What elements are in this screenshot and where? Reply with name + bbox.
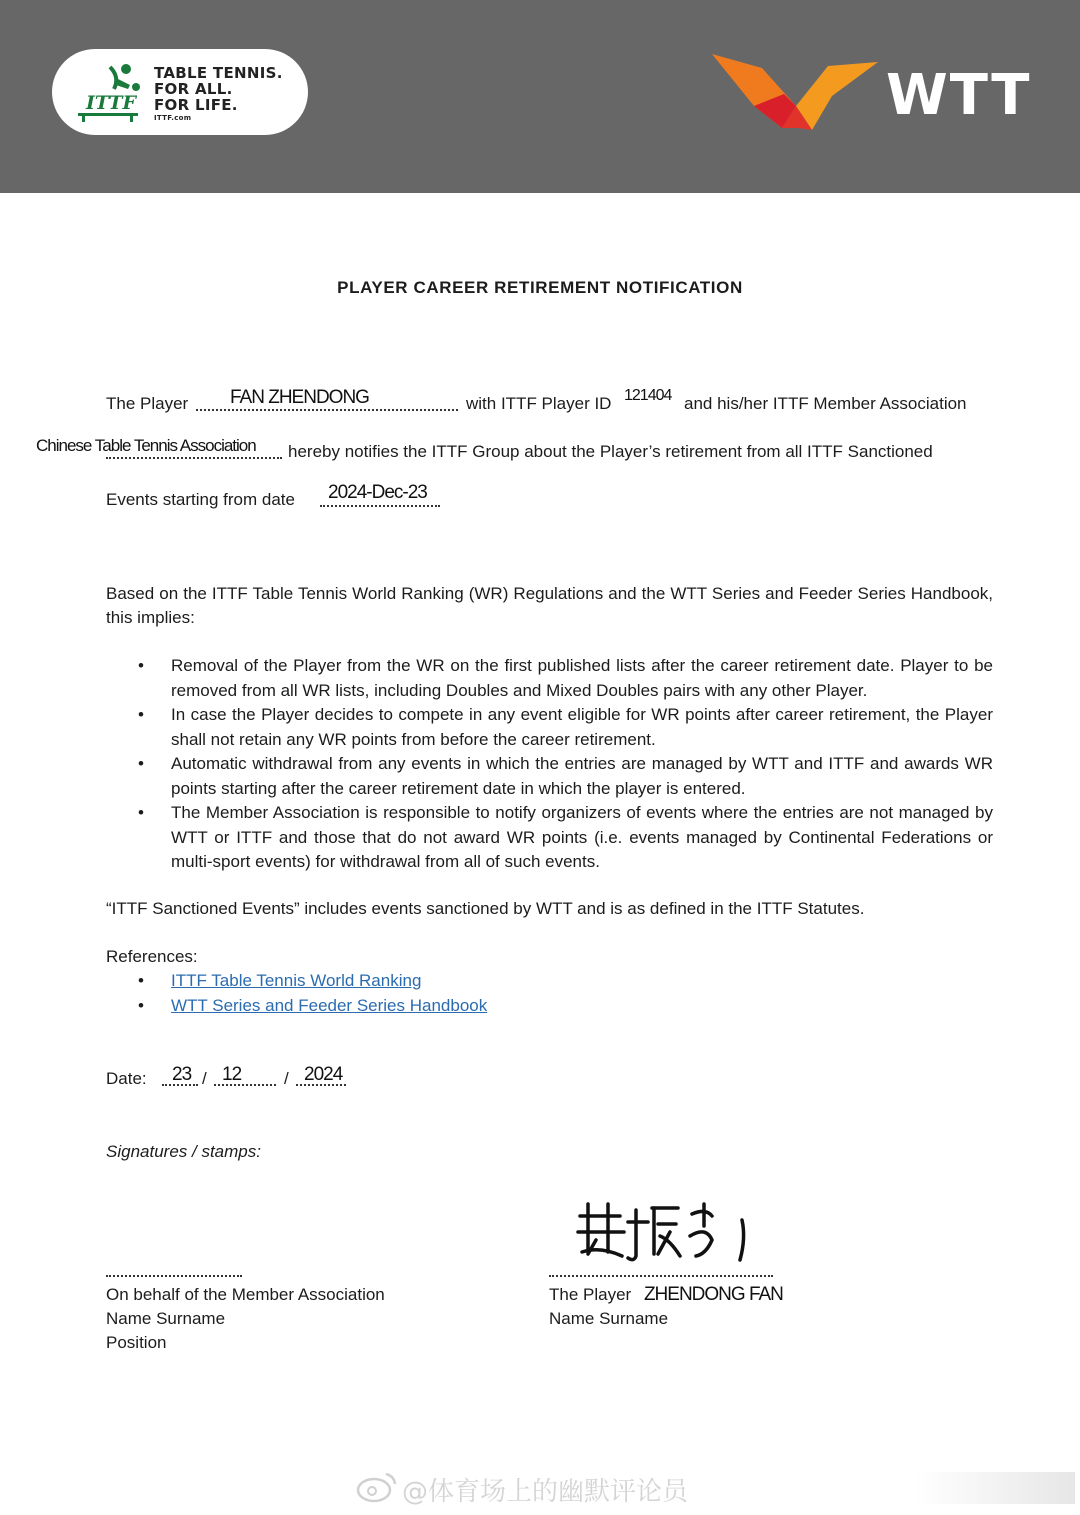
document-title: PLAYER CAREER RETIREMENT NOTIFICATION: [337, 278, 743, 297]
events-from-label: Events starting from date: [106, 490, 295, 509]
list-item: • Removal of the Player from the WR on the first published lists after the career retirement date. Player to be removed from all WR lists, including Doubles and Mixed Doubles pairs with any other Player.: [106, 654, 993, 703]
date-separator: /: [284, 1069, 289, 1088]
ittf-tagline: TABLE TENNIS. FOR ALL. FOR LIFE. ITTF.com: [154, 64, 283, 122]
signatures-label: Signatures / stamps:: [106, 1142, 261, 1161]
player-name-value: FAN ZHENDONG: [230, 387, 369, 408]
date-year-value: 2024: [304, 1064, 343, 1085]
association-signature-block: On behalf of the Member Association Name Surname Position: [106, 1285, 385, 1352]
player-signature-block: The Player ZHENDONG FAN Name Surname: [549, 1284, 783, 1328]
references-label: References:: [106, 947, 198, 966]
list-item: • Automatic withdrawal from any events in which the entries are managed by WTT and ITTF and awards WR points starting after the career retirement date in which the player is entered.: [106, 752, 993, 801]
ittf-logo-badge: [52, 49, 308, 135]
implications-list: [106, 654, 993, 875]
player-printed-name: ZHENDONG FAN: [643, 1284, 783, 1305]
notifies-text: hereby notifies the ITTF Group about the Player’s retirement from all ITTF Sanctioned: [288, 442, 933, 461]
svg-text:ITTF: ITTF: [86, 92, 136, 114]
list-item: • In case the Player decides to compete in any event eligible for WR points after career retirement, the Player shall not retain any WR points from before the career retirement.: [106, 703, 993, 752]
ittf-emblem-icon: [74, 61, 144, 123]
header-band: [0, 0, 1080, 193]
association-signature-line: [106, 1275, 242, 1277]
association-value: Chinese Table Tennis Association: [36, 436, 256, 455]
ittf-url: ITTF.com: [154, 114, 192, 122]
player-id-value: 121404: [624, 387, 672, 404]
retirement-date-value: 2024-Dec-23: [328, 482, 427, 503]
player-id-label: with ITTF Player ID: [466, 394, 612, 413]
wtt-wordmark: WTT: [886, 63, 1032, 128]
reference-link-handbook[interactable]: • WTT Series and Feeder Series Handbook: [106, 994, 487, 1019]
references-list: [106, 969, 487, 1018]
watermark-fade: [915, 1472, 1075, 1504]
date-day-value: 23: [172, 1064, 192, 1085]
list-item: • The Member Association is responsible to notify organizers of events where the entries are not managed by WTT or ITTF and those that do not award WR points (i.e. events managed by Continental Federations or multi-sport events) for withdrawal from all of such events.: [106, 801, 993, 875]
date-label: Date:: [106, 1069, 147, 1088]
player-signature-line: [549, 1275, 773, 1277]
player-label: The Player: [106, 394, 189, 413]
player-handwritten-signature: [574, 1196, 754, 1268]
sanctioned-events-note: “ITTF Sanctioned Events” includes events sanctioned by WTT and is as defined in the ITTF Statutes.: [106, 899, 865, 918]
wtt-wings-icon: [712, 50, 878, 132]
watermark-text: @体育场上的幽默评论员: [402, 1477, 689, 1507]
date-separator: /: [202, 1069, 207, 1088]
intro-paragraph: Based on the ITTF Table Tennis World Ranking (WR) Regulations and the WTT Series and Feeder Series Handbook, this implies:: [106, 584, 993, 627]
reference-link-world-ranking[interactable]: • ITTF Table Tennis World Ranking: [106, 969, 487, 994]
weibo-icon: [356, 1470, 398, 1504]
association-label: and his/her ITTF Member Association: [684, 394, 967, 413]
date-month-value: 12: [222, 1064, 242, 1085]
date-dotline: [320, 505, 440, 507]
